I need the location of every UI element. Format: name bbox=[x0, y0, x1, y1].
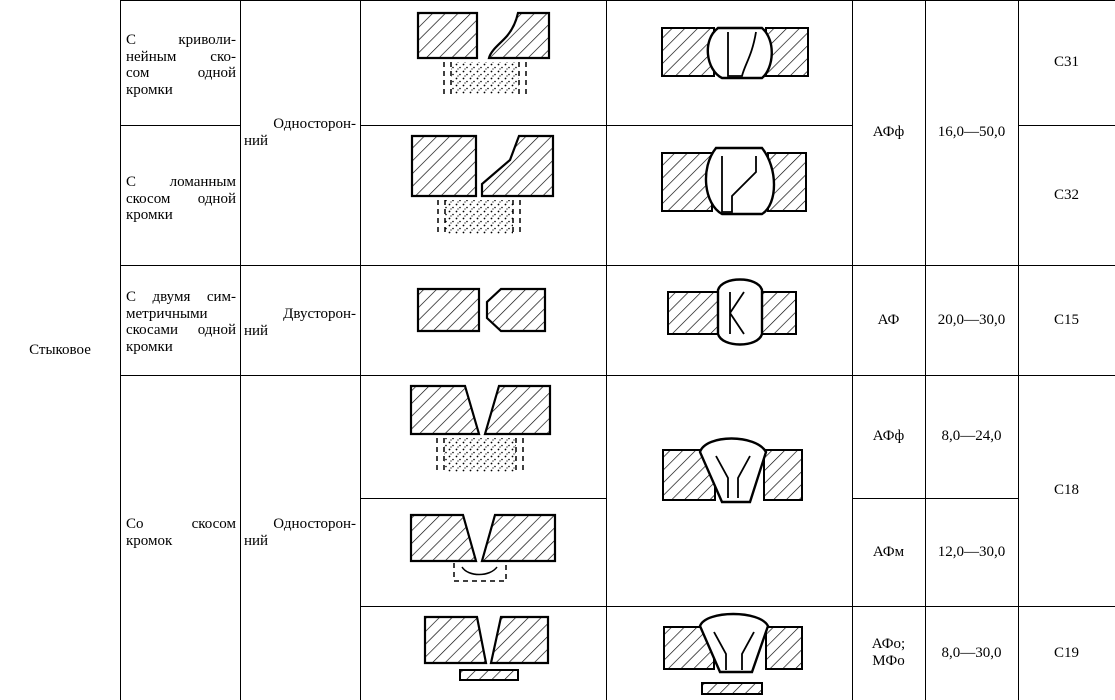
thickness-cell-c19 bbox=[925, 606, 1018, 700]
designation-cell-c18 bbox=[1018, 375, 1115, 606]
designation-value: С19 bbox=[1053, 644, 1079, 661]
thickness-cell-c18-a bbox=[925, 375, 1018, 498]
method-value: АФф bbox=[872, 428, 905, 444]
edge-description-c18 bbox=[126, 516, 236, 549]
designation-value: С18 bbox=[1053, 482, 1079, 498]
method-cell-c31-c32 bbox=[852, 0, 925, 265]
designation-cell-c31 bbox=[1018, 0, 1115, 125]
edge-line: кромки bbox=[126, 207, 173, 223]
weld-drawing-c18 bbox=[606, 375, 852, 606]
edge-line: С ломанным bbox=[126, 174, 236, 190]
edge-line: Со скосом bbox=[126, 516, 236, 532]
method-cell-c18-b bbox=[852, 498, 925, 606]
grid-line bbox=[240, 0, 241, 700]
joint-type-cell bbox=[0, 0, 120, 700]
designation-cell-c19 bbox=[1018, 606, 1115, 700]
edge-prep-drawing-c19 bbox=[360, 606, 606, 700]
weld-side-two-sided bbox=[244, 306, 356, 339]
designation-value: С32 bbox=[1053, 186, 1079, 203]
grid-line bbox=[120, 125, 240, 126]
designation-value: С31 bbox=[1053, 54, 1079, 70]
weld-side-line: Двусторон- bbox=[283, 306, 356, 322]
edge-description-c31 bbox=[126, 32, 236, 98]
weld-side-line: ний bbox=[244, 532, 269, 549]
method-cell-c19 bbox=[852, 606, 925, 700]
edge-prep-drawing-c32 bbox=[360, 125, 606, 265]
grid-line bbox=[120, 0, 121, 700]
method-value: АФ bbox=[877, 311, 900, 328]
edge-line: скосом одной bbox=[126, 190, 236, 207]
method-value: АФф bbox=[872, 124, 905, 140]
weld-drawing-c31 bbox=[606, 0, 852, 125]
thickness-cell-c18-b bbox=[925, 498, 1018, 606]
weld-side-one-sided-top bbox=[244, 116, 356, 149]
joint-type-label: Стыковое bbox=[29, 341, 91, 358]
thickness-value: 16,0—50,0 bbox=[937, 124, 1006, 140]
edge-prep-drawing-c18-b bbox=[360, 498, 606, 606]
edge-prep-drawing-c18-a bbox=[360, 375, 606, 498]
method-value: АФо; bbox=[871, 636, 906, 652]
weld-side-line: Односторон- bbox=[273, 116, 356, 132]
weld-side-one-sided-bottom bbox=[244, 516, 356, 549]
method-value: АФм bbox=[872, 543, 905, 560]
designation-cell-c15 bbox=[1018, 265, 1115, 375]
edge-line: кромок bbox=[126, 532, 173, 549]
edge-description-c32 bbox=[126, 174, 236, 224]
method-cell-c18-a bbox=[852, 375, 925, 498]
thickness-value: 12,0—30,0 bbox=[937, 543, 1006, 560]
designation-cell-c32 bbox=[1018, 125, 1115, 265]
edge-prep-drawing-c31 bbox=[360, 0, 606, 125]
edge-line: С двумя сим- bbox=[126, 289, 236, 305]
edge-line: скосами одной bbox=[126, 322, 236, 338]
method-value: МФо bbox=[872, 653, 905, 669]
method-cell-c15 bbox=[852, 265, 925, 375]
weld-drawing-c19 bbox=[606, 606, 852, 700]
edge-line: метричными bbox=[126, 305, 208, 322]
edge-line: С криволи- bbox=[126, 32, 236, 48]
weld-side-line: Односторон- bbox=[273, 516, 356, 532]
edge-line: сом одной bbox=[126, 65, 236, 81]
thickness-value: 20,0—30,0 bbox=[937, 311, 1006, 328]
thickness-cell-c15 bbox=[925, 265, 1018, 375]
edge-line: кромки bbox=[126, 81, 173, 98]
thickness-value: 8,0—24,0 bbox=[941, 428, 1002, 444]
edge-prep-drawing-c15 bbox=[360, 265, 606, 375]
weld-drawing-c32 bbox=[606, 125, 852, 265]
edge-description-c15 bbox=[126, 289, 236, 355]
thickness-value: 8,0—30,0 bbox=[941, 644, 1002, 661]
weld-side-line: ний bbox=[244, 322, 269, 339]
edge-line: нейным ско- bbox=[126, 48, 236, 65]
weld-drawing-c15 bbox=[606, 265, 852, 375]
thickness-cell-c31-c32 bbox=[925, 0, 1018, 265]
designation-value: С15 bbox=[1053, 311, 1079, 328]
edge-line: кромки bbox=[126, 338, 173, 355]
weld-side-line: ний bbox=[244, 132, 269, 149]
